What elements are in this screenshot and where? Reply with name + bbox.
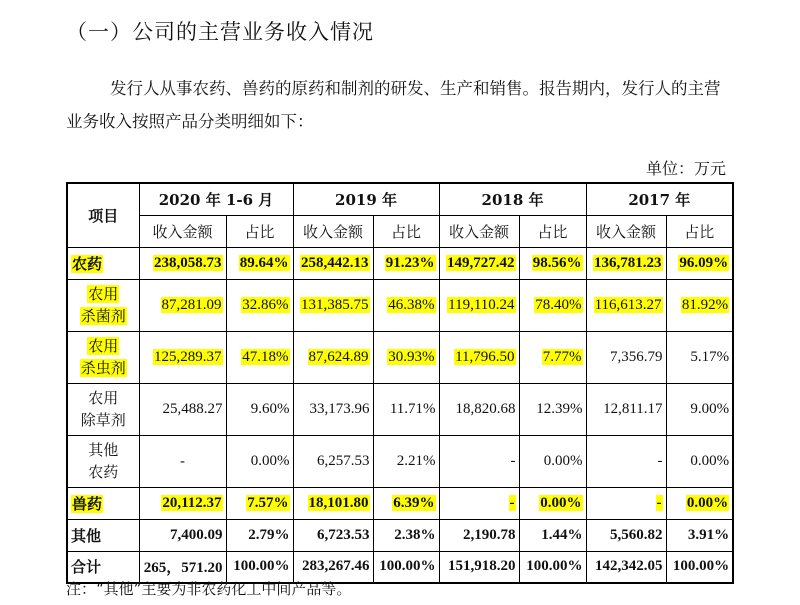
cell: 6,723.53 [293, 519, 373, 551]
cell: 1.44% [519, 519, 586, 551]
ratio-header: 占比 [226, 215, 293, 247]
cell: 2.79% [226, 519, 293, 551]
cell: 2.38% [373, 519, 439, 551]
cell: 136,781.23 [586, 247, 666, 279]
cell: 2.21% [373, 435, 439, 487]
cell: 30.93% [373, 331, 439, 383]
cell: 20,112.37 [139, 487, 226, 519]
cell: 0.00% [666, 487, 733, 519]
amount-header: 收入金额 [293, 215, 373, 247]
cell: 32.86% [226, 279, 293, 331]
table-row [67, 519, 733, 551]
cell: 25,488.27 [139, 383, 226, 435]
cell: 100.00% [226, 551, 293, 583]
cell: 131,385.75 [293, 279, 373, 331]
cell: - [439, 435, 519, 487]
revenue-table [66, 182, 734, 584]
cell: 11.71% [373, 383, 439, 435]
cell: 149,727.42 [439, 247, 519, 279]
item-header: 项目 [67, 183, 139, 247]
row-label: 农用 除草剂 [67, 383, 139, 435]
cell: - [439, 487, 519, 519]
cell: 0.00% [519, 487, 586, 519]
section-heading: （一）公司的主营业务收入情况 [66, 20, 374, 44]
cell: 100.00% [373, 551, 439, 583]
table-row [67, 487, 733, 519]
cell: 3.91% [666, 519, 733, 551]
table-row [67, 383, 733, 435]
table-note: 注：“其他”主要为非农药化工中间产品等。 [66, 580, 352, 598]
row-label: 农用 杀虫剂 [67, 331, 139, 383]
table-row [67, 247, 733, 279]
cell: 258,442.13 [293, 247, 373, 279]
row-label: 其他 [67, 519, 139, 551]
cell: 81.92% [666, 279, 733, 331]
cell: 12.39% [519, 383, 586, 435]
cell: 12,811.17 [586, 383, 666, 435]
ratio-header: 占比 [373, 215, 439, 247]
cell: 119,110.24 [439, 279, 519, 331]
cell: 87,281.09 [139, 279, 226, 331]
cell: 151,918.20 [439, 551, 519, 583]
cell: 265，571.20 [139, 551, 226, 583]
cell: 283,267.46 [293, 551, 373, 583]
row-label: 农用 杀菌剂 [67, 279, 139, 331]
row-label: 农药 [67, 247, 139, 279]
row-label: 兽药 [67, 487, 139, 519]
cell: - [586, 435, 666, 487]
cell: 18,101.80 [293, 487, 373, 519]
cell: 7,400.09 [139, 519, 226, 551]
row-label: 其他 农药 [67, 435, 139, 487]
amount-header: 收入金额 [586, 215, 666, 247]
cell: 33,173.96 [293, 383, 373, 435]
cell: 91.23% [373, 247, 439, 279]
cell: - [139, 435, 226, 487]
table-row [67, 331, 733, 383]
cell: - [586, 487, 666, 519]
cell: 96.09% [666, 247, 733, 279]
period-header: 2020 年 1-6 月 [139, 183, 293, 215]
cell: 238,058.73 [139, 247, 226, 279]
header-row-periods [67, 183, 733, 215]
period-header: 2018 年 [439, 183, 586, 215]
cell: 46.38% [373, 279, 439, 331]
cell: 0.00% [519, 435, 586, 487]
cell: 6,257.53 [293, 435, 373, 487]
cell: 2,190.78 [439, 519, 519, 551]
table-row [67, 279, 733, 331]
ratio-header: 占比 [666, 215, 733, 247]
row-label: 合计 [67, 551, 139, 583]
cell: 0.00% [666, 435, 733, 487]
cell: 7.77% [519, 331, 586, 383]
amount-header: 收入金额 [439, 215, 519, 247]
cell: 98.56% [519, 247, 586, 279]
ratio-header: 占比 [519, 215, 586, 247]
cell: 7,356.79 [586, 331, 666, 383]
cell: 125,289.37 [139, 331, 226, 383]
cell: 100.00% [519, 551, 586, 583]
cell: 9.00% [666, 383, 733, 435]
cell: 142,342.05 [586, 551, 666, 583]
cell: 7.57% [226, 487, 293, 519]
cell: 5,560.82 [586, 519, 666, 551]
cell: 9.60% [226, 383, 293, 435]
header-row-sub [67, 215, 733, 247]
period-header: 2019 年 [293, 183, 439, 215]
cell: 18,820.68 [439, 383, 519, 435]
cell: 100.00% [666, 551, 733, 583]
cell: 5.17% [666, 331, 733, 383]
cell: 87,624.89 [293, 331, 373, 383]
cell: 0.00% [226, 435, 293, 487]
cell: 6.39% [373, 487, 439, 519]
intro-paragraph: 发行人从事农药、兽药的原药和制剂的研发、生产和销售。报告期内，发行人的主营业务收入按照产品分类明细如下： [66, 79, 721, 131]
cell: 11,796.50 [439, 331, 519, 383]
table-row [67, 435, 733, 487]
amount-header: 收入金额 [139, 215, 226, 247]
cell: 47.18% [226, 331, 293, 383]
cell: 89.64% [226, 247, 293, 279]
unit-label: 单位：万元 [645, 159, 726, 178]
cell: 116,613.27 [586, 279, 666, 331]
cell: 78.40% [519, 279, 586, 331]
period-header: 2017 年 [586, 183, 733, 215]
